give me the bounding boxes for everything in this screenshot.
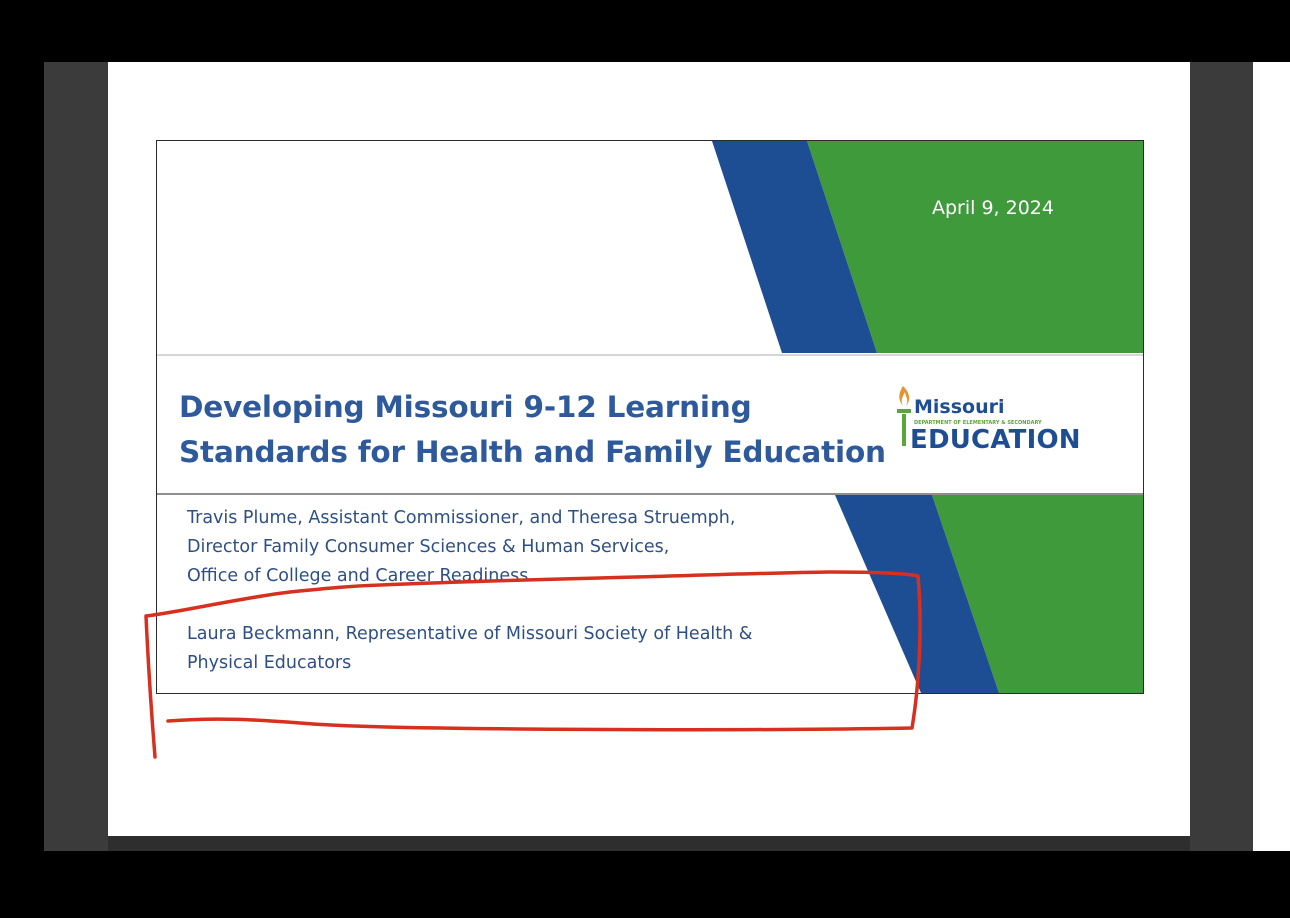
title-slide — [156, 140, 1144, 694]
presenter-line-3: Office of College and Career Readiness — [187, 566, 529, 586]
slide-title-line-1: Developing Missouri 9-12 Learning — [179, 390, 752, 424]
logo-department-text: DEPARTMENT OF ELEMENTARY & SECONDARY — [914, 420, 1042, 426]
representative-line-1: Laura Beckmann, Representative of Missouri Society of Health & — [187, 624, 753, 644]
representative-line-2: Physical Educators — [187, 653, 352, 673]
viewer-edge — [1253, 62, 1290, 851]
logo-missouri-text: Missouri — [914, 396, 1005, 418]
presenter-line-2: Director Family Consumer Sciences & Human Services, — [187, 537, 670, 557]
page-bottom-shadow — [108, 836, 1190, 851]
viewer-gutter-left — [44, 62, 108, 851]
missouri-education-logo — [894, 384, 1104, 464]
viewer-gutter-right — [1190, 62, 1253, 851]
presentation-date: April 9, 2024 — [932, 197, 1054, 219]
presenter-line-1: Travis Plume, Assistant Commissioner, and Theresa Struemph, — [187, 508, 736, 528]
logo-education-text: EDUCATION — [910, 425, 1081, 455]
slide-title-line-2: Standards for Health and Family Education — [179, 435, 886, 469]
